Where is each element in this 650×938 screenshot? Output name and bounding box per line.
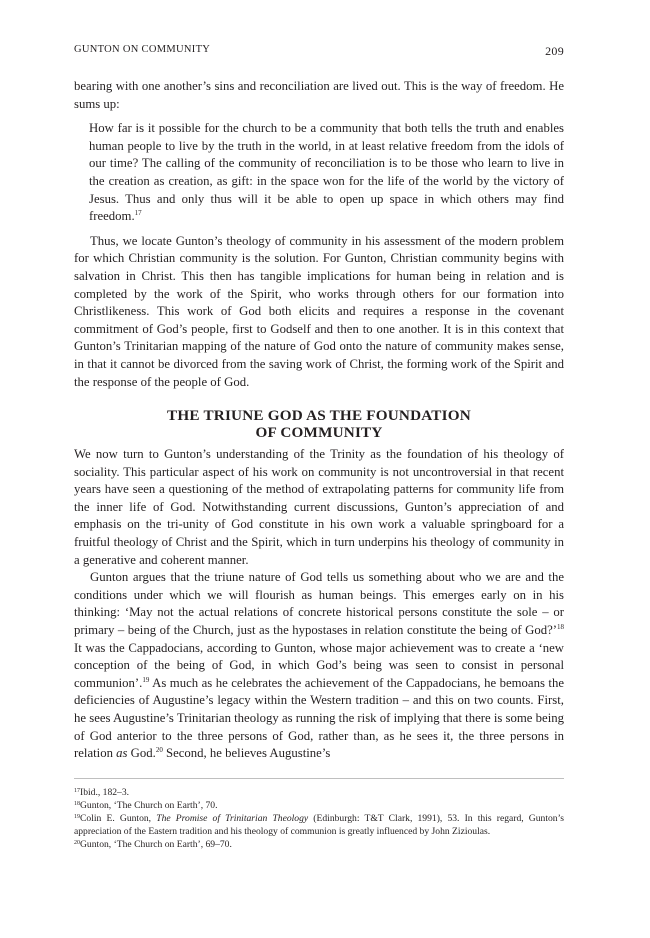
footnote-19-book-title: The Promise of Trinitarian Theology bbox=[156, 813, 309, 825]
footnotes bbox=[74, 786, 564, 851]
footnote-18 bbox=[74, 799, 564, 812]
footnote-mark-19: 19 bbox=[74, 814, 80, 821]
running-head bbox=[74, 44, 564, 60]
note-ref-17: 17 bbox=[134, 209, 142, 218]
note-ref-18: 18 bbox=[557, 623, 564, 632]
paragraph-4-part-a: Gunton argues that the triune nature of God tells us something about who we are and the conditions under which we will flourish as human beings. This emerges early on in his thinking: ‘May not the actual relations of concrete historical persons constitute the sole – or primary – being of the Church, just as the hypostases in relation constitute the being of God?’ bbox=[74, 570, 564, 638]
footnote-19-text-b: (Edinburgh: T&T Clark, 1991), 53. In this regard, Gunton’s appreciation of the Eastern tradition and his theology of communion is greatly influenced by John Zizioulas. bbox=[74, 813, 564, 838]
paragraph-1: bearing with one another’s sins and reconciliation are lived out. This is the way of freedom. He sums up: bbox=[74, 79, 564, 111]
section-heading bbox=[74, 407, 564, 441]
footnote-19-text-a: Colin E. Gunton, bbox=[80, 813, 157, 825]
paragraph-4 bbox=[74, 569, 564, 763]
block-quote bbox=[89, 120, 564, 226]
block-quote-text: How far is it possible for the church to be a community that both tells the truth and enables human people to live by the truth in the world, in at least relative freedom from the idols of our time? The calling of the community of reconciliation is to be those who learn to live in the creation as creation, as gift: in the space won for the life of the world by the victory of Jesus. Thus and only thus will it be able to open up space in which others may find freedom. bbox=[89, 121, 564, 224]
paragraph-4-part-b: It was the Cappadocians, according to Gunton, whose major achievement was to create a ‘new conception of the being of God, in which God’s being was seen to consist in personal communion’. bbox=[74, 640, 564, 690]
footnote-17 bbox=[74, 786, 564, 799]
paragraph-4-part-e: Second, he believes Augustine’s bbox=[162, 746, 331, 761]
footnote-20 bbox=[74, 838, 564, 851]
footnote-19 bbox=[74, 812, 564, 838]
note-ref-19: 19 bbox=[142, 675, 150, 684]
paragraph-4-part-c: As much as he celebrates the achievement of the Cappadocians, he bemoans the deficiencies of Augustine’s legacy within the Western tradition – and this on two counts. First, he sees Augustine’s Trinitarian theology as running the risk of implying that there is some being of God anterior to the three persons of God, rather than, as he sees it, the three persons in relation bbox=[74, 675, 564, 761]
page-number: 209 bbox=[545, 44, 564, 58]
section-heading-line-1: THE TRIUNE GOD AS THE FOUNDATION bbox=[167, 407, 471, 425]
footnote-mark-17: 17 bbox=[74, 788, 80, 794]
note-ref-20: 20 bbox=[155, 746, 163, 755]
paragraph-3: We now turn to Gunton’s understanding of the Trinity as the foundation of his theology of sociality. This particular aspect of his work on community is not uncontroversial in that recent years have seen a questioning of the method of extrapolating patterns for community life from the inner life of God. Notwithstanding current discussions, Gunton’s appreciation of and emphasis on the tri-unity of God constitute in his own work a valuable springboard for a fruitful theology of Christ and the Spirit, which in turn underpins his theology of community in a generative and coherent manner. bbox=[74, 447, 564, 567]
footnote-17-text: Ibid., 182–3. bbox=[80, 787, 130, 798]
paragraph-4-emphasis: as bbox=[116, 746, 128, 761]
body-text bbox=[74, 78, 564, 763]
footnote-rule bbox=[74, 778, 564, 779]
footnote-mark-20: 20 bbox=[74, 840, 80, 847]
footnote-18-text: Gunton, ‘The Church on Earth’, 70. bbox=[80, 800, 218, 812]
paragraph-4-part-d: God. bbox=[127, 746, 156, 761]
footnote-20-text: Gunton, ‘The Church on Earth’, 69–70. bbox=[80, 839, 232, 851]
running-title: GUNTON ON COMMUNITY bbox=[74, 44, 211, 55]
footnote-mark-18: 18 bbox=[74, 801, 80, 808]
paragraph-2: Thus, we locate Gunton’s theology of community in his assessment of the modern problem for which Christian community is the solution. For Gunton, Christian community begins with salvation in Christ. This then has tangible implications for human being in relation and is completed by the work of the Spirit, who works through others for our formation into Christlikeness. This work of God both elicits and requires a response in the covenant commitment of God’s people, first to Godself and then to one another. It is in this context that Gunton’s Trinitarian mapping of the nature of God onto the nature of community makes sense, in that it cannot be divorced from the saving work of Christ, the forming work of the Spirit and the response of the people of God. bbox=[74, 233, 564, 389]
section-heading-line-2: OF COMMUNITY bbox=[255, 424, 383, 442]
